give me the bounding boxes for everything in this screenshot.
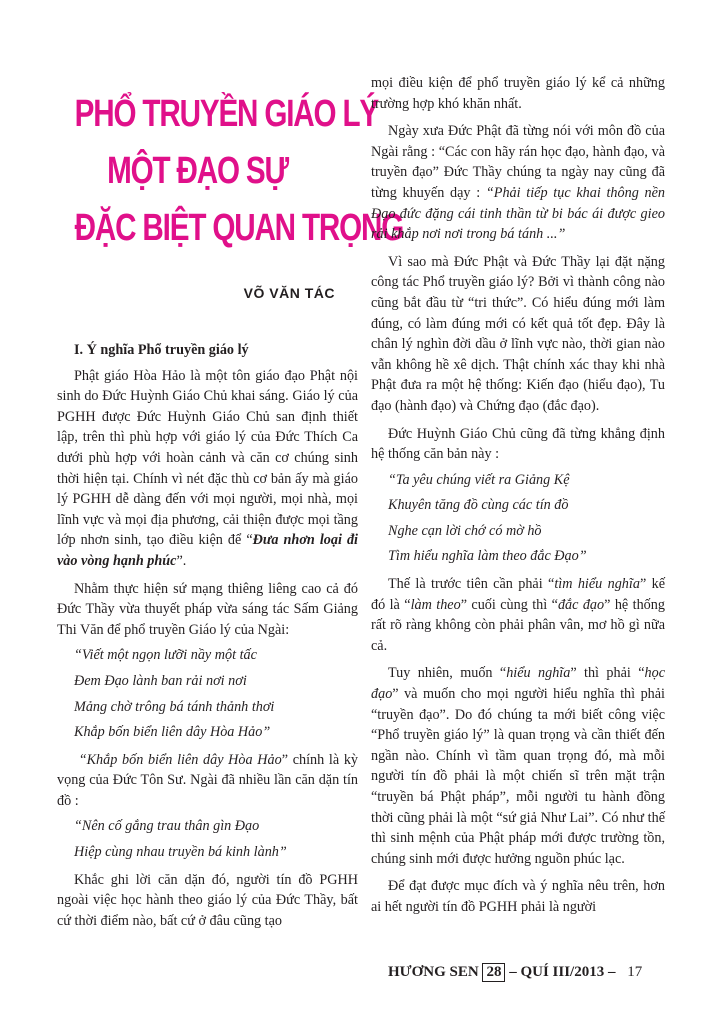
paragraph-text: ” kế đó là “ xyxy=(371,576,665,613)
paragraph-text: Phật giáo Hòa Hảo là một tôn giáo đạo Phật nội sinh do Đức Huỳnh Giáo Chủ khai sáng. Giáo lý của PGHH được Đức Huỳnh Giáo Chủ san định thiết lập, trên thì phù hợp với giáo lý của Đức Thích Ca dưới phù hợp với hoàn cảnh và căn cơ chúng sinh thời hiện tại. Chính vì nét đặc thù cơ bản ấy mà giáo lý PGHH dễ dàng đến với mọi người, mọi nhà, mọi lĩnh vực và mọi địa phương, cải thiện được mọi tầng lớp nhơn sinh, tạo điều kiện để “ xyxy=(57,367,358,549)
paragraph xyxy=(371,121,665,245)
emphasis-text: Đưa nhơn loại đi vào vòng hạnh phúc xyxy=(57,532,358,569)
right-column xyxy=(371,73,665,918)
verse-line: “Nên cố gắng trau thân gìn Đạo xyxy=(74,818,260,835)
emphasis-text: học đạo xyxy=(371,665,665,703)
section-heading: I. Ý nghĩa Phổ truyền giáo lý xyxy=(74,342,249,358)
title-line-2: MỘT ĐẠO SỰ xyxy=(107,150,288,192)
paragraph-text: ” chính là kỳ vọng của Đức Tôn Sư. Ngài đã nhiều lần căn dặn tín đồ : xyxy=(57,751,359,809)
paragraph-text: Ngày xưa Đức Phật đã từng nói với môn đồ của Ngài rằng : “Các con hãy rán học đạo, hành đạo, và truyền đạo” Đức Thầy chúng ta ngày nay cũng đã từng khuyến dạy : xyxy=(371,123,665,201)
verse-line: Khắp bốn biển liên dây Hòa Hảo” xyxy=(74,724,271,741)
emphasis-text: tìm hiểu nghĩa xyxy=(554,576,640,593)
article-title xyxy=(74,86,404,257)
verse-line: Mảng chờ trông bá tánh thảnh thơi xyxy=(74,698,275,715)
emphasis-text: đắc đạo xyxy=(557,596,605,613)
paragraph-text: Tuy nhiên, muốn “ xyxy=(388,665,507,682)
verse-line: Khuyên tăng đồ cùng các tín đồ xyxy=(388,497,569,514)
quote-text: “Phải tiếp tục khai thông nền Đạo đức đặng cái tinh thần từ bi bác ái được gieo rải khắp nơi nơi trong bá tánh ...” xyxy=(371,184,665,243)
issue-number: 28 xyxy=(482,963,505,982)
quote-text: “Khắp bốn biển liên dây Hòa Hảo xyxy=(78,751,282,768)
verse-line: “Viết một ngọn lưỡi nầy một tấc xyxy=(74,647,257,664)
magazine-name: HƯƠNG SEN xyxy=(388,964,479,980)
paragraph: Khắc ghi lời căn dặn đó, người tín đồ PGHH ngoài việc học hành theo giáo lý của Đức Thầy, bất cứ thời điểm nào, bất cứ ở đâu cũng tạo xyxy=(57,871,358,929)
paragraph: Nhằm thực hiện sứ mạng thiêng liêng cao cả đó Đức Thầy vừa thuyết pháp vừa sáng tác Sấm Giảng Thi Văn để phổ truyền Giáo lý của Ngài: xyxy=(57,580,358,638)
paragraph xyxy=(371,574,665,656)
verse-line: Hiệp cùng nhau truyền bá kinh lành” xyxy=(74,844,287,861)
verse-line: Tìm hiểu nghĩa làm theo đắc Đạo” xyxy=(388,548,587,565)
paragraph xyxy=(57,750,358,812)
title-line-3: ĐẶC BIỆT QUAN TRỌNG xyxy=(74,207,404,249)
page-number: 17 xyxy=(627,964,643,980)
paragraph: Đức Huỳnh Giáo Chủ cũng đã từng khẳng định hệ thống căn bản này : xyxy=(371,425,665,463)
paragraph-text: ” và muốn cho mọi người hiểu nghĩa thì phải “truyền đạo”. Do đó chúng ta mới biết công việc “Phổ truyền giáo lý” là quan trọng và cần thiết đến ngần nào. Chính vì tầm quan trọng đó, mà mỗi người tín đồ phải là một chiến sĩ trên mặt trận “truyền bá Phật pháp”, mỗi người tu hành đồng thời cũng phải là một “sứ giả Như Lai”. Có như thế thì sinh mệnh của Phật pháp mới được trường tồn, chúng sinh mới được hưởng nguồn phúc lạc. xyxy=(371,686,665,867)
paragraph-text: Thế là trước tiên cần phải “ xyxy=(388,576,555,593)
paragraph-text: ” cuối cùng thì “ xyxy=(460,596,558,613)
verse-line: Nghe cạn lời chớ có mờ hồ xyxy=(388,522,542,539)
emphasis-text: làm theo xyxy=(410,596,461,613)
paragraph-text: ” thì phải “ xyxy=(570,665,645,682)
left-column xyxy=(57,340,358,931)
paragraph: Để đạt được mục đích và ý nghĩa nêu trên, hơn ai hết người tín đồ PGHH phải là người xyxy=(371,878,665,915)
verse-line: “Ta yêu chúng viết ra Giảng Kệ xyxy=(388,471,570,488)
author-name: VÕ VĂN TÁC xyxy=(243,285,335,301)
issue-period: – QUÍ III/2013 – xyxy=(509,964,616,980)
emphasis-text: hiểu nghĩa xyxy=(506,665,571,682)
paragraph-text: ” hệ thống rất rõ ràng không còn phải phân vân, mơ hồ gì nữa cả. xyxy=(371,596,665,654)
verse-line: Đem Đạo lành ban rải nơi nơi xyxy=(74,672,247,689)
title-line-1: PHỔ TRUYỀN GIÁO LÝ xyxy=(74,93,379,135)
paragraph: Vì sao mà Đức Phật và Đức Thầy lại đặt nặng công tác Phổ truyền giáo lý? Bởi vì thành công nào cũng bắt đầu từ “tri thức”. Có hiểu đúng mới làm đúng, có làm đúng mới có kết quả tốt đẹp. Đây là chân lý nghìn đời dầu ở lĩnh vực nào, thời gian nào vẫn không hề xê dịch. Thật chính xác thay khi nhà Phật đưa ra một hệ thống: Kiến đạo (hiểu đạo), Tu đạo (hành đạo) và Chứng đạo (đắc đạo). xyxy=(371,253,665,414)
paragraph: mọi điều kiện để phổ truyền giáo lý kể cả những trường hợp khó khăn nhất. xyxy=(371,75,665,112)
paragraph xyxy=(371,663,665,869)
paragraph-text: ”. xyxy=(176,552,187,569)
page-footer xyxy=(388,963,642,982)
paragraph xyxy=(57,366,358,572)
